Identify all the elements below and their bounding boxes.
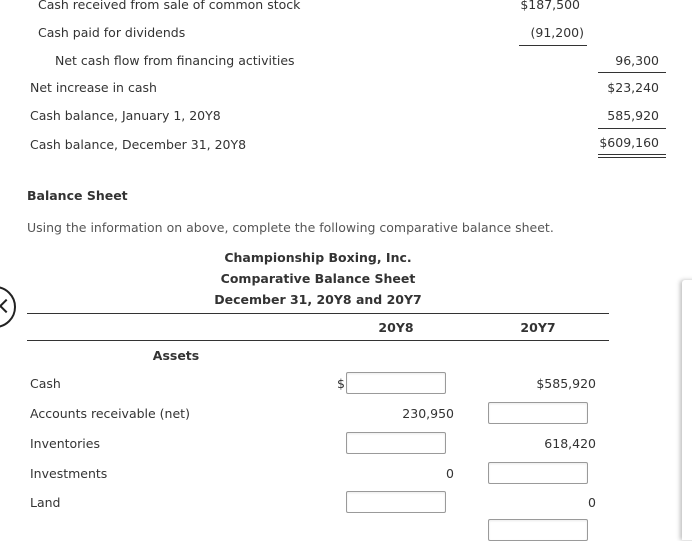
land-20y8-field[interactable] [346,491,446,513]
cf-label-jan-balance: Cash balance, January 1, 20Y8 [30,108,221,123]
accounts-receivable-20y8-value: 230,950 [402,406,454,421]
cf-value-jan-balance: 585,920 [607,108,659,123]
row-label-land: Land [30,495,61,510]
cash-20y7-value: $585,920 [536,376,596,391]
accounts-receivable-20y7-field[interactable] [488,402,588,424]
investments-20y8-value: 0 [446,466,454,481]
company-name: Championship Boxing, Inc. [224,250,412,265]
cf-value-financing: 96,300 [615,53,659,68]
jan-balance-underline [598,128,666,129]
previous-arrow-button[interactable] [0,286,16,328]
cf-label-net-increase: Net increase in cash [30,80,157,95]
row-label-cash: Cash [30,376,61,391]
investments-20y7-input[interactable] [489,463,587,483]
financing-underline [598,72,666,73]
statement-date: December 31, 20Y8 and 20Y7 [214,292,422,307]
inventories-20y8-field[interactable] [346,432,446,454]
next-row-20y7-input[interactable] [489,520,587,540]
cf-value-dec-balance: $609,160 [599,135,659,150]
dollar-sign: $ [337,376,345,391]
cash-20y8-input[interactable] [347,373,445,393]
col-header-20y7: 20Y7 [520,320,556,335]
investments-20y7-field[interactable] [488,462,588,484]
row-label-inventories: Inventories [30,436,100,451]
cash-20y8-field[interactable] [346,372,446,394]
land-20y7-value: 0 [588,495,596,510]
assets-heading: Assets [152,348,200,363]
cf-label-sale-of-stock: Cash received from sale of common stock [38,0,301,12]
cf-label-dividends: Cash paid for dividends [38,25,186,40]
cf-label-dec-balance: Cash balance, December 31, 20Y8 [30,137,247,152]
cf-label-financing: Net cash flow from financing activities [55,53,295,68]
dividends-underline [519,45,587,46]
cf-value-net-increase: $23,240 [607,80,659,95]
accounts-receivable-20y7-input[interactable] [489,403,587,423]
row-label-accounts-receivable: Accounts receivable (net) [30,406,190,421]
chevron-left-icon [0,299,13,313]
header-top-rule [27,313,609,314]
dec-balance-double-underline-1 [598,154,666,155]
inventories-20y7-value: 618,420 [544,436,596,451]
col-header-20y8: 20Y8 [378,320,414,335]
cf-value-sale-of-stock: $187,500 [520,0,580,12]
inventories-20y8-input[interactable] [347,433,445,453]
section-title: Balance Sheet [27,188,128,203]
cf-value-dividends: (91,200) [530,25,584,40]
next-row-20y7-field[interactable] [488,519,588,541]
row-label-investments: Investments [30,466,108,481]
header-bottom-rule [27,340,609,341]
dec-balance-double-underline-2 [598,157,666,158]
statement-title: Comparative Balance Sheet [220,271,416,286]
land-20y8-input[interactable] [347,492,445,512]
side-panel-edge [682,280,692,540]
instructions-text: Using the information on above, complete the following comparative balance sheet. [27,220,554,235]
